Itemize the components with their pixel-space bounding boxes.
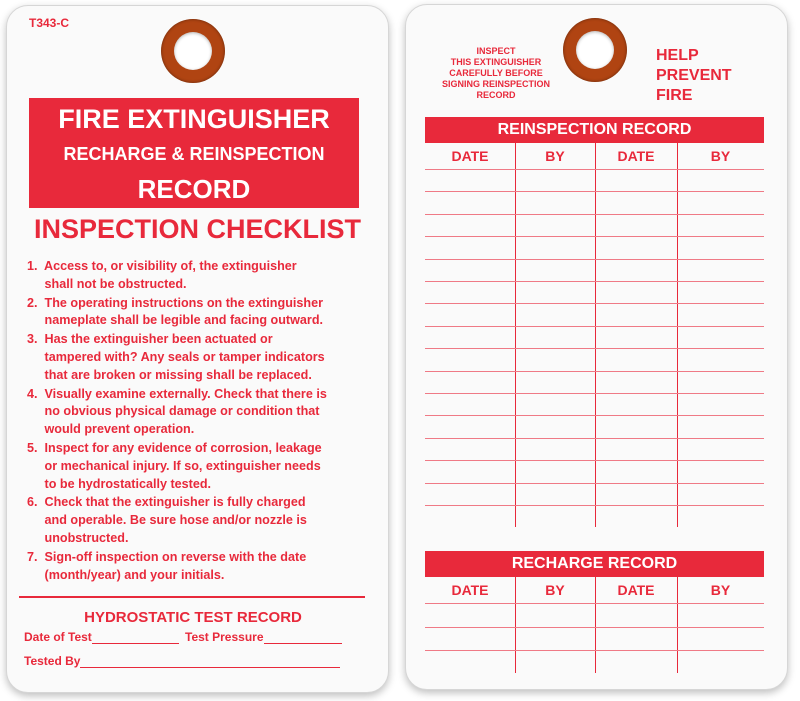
table-column-divider (677, 143, 678, 527)
table-row-line[interactable] (425, 303, 764, 304)
column-header-date: DATE (451, 148, 489, 164)
recharge-title: RECHARGE RECORD (425, 551, 764, 577)
table-row-line[interactable] (425, 214, 764, 215)
table-row-line[interactable] (425, 169, 764, 170)
column-header-date: DATE (451, 582, 489, 598)
recharge-table (425, 577, 764, 673)
checklist-item: 3. Has the extinguisher been actuated or tampered with? Any seals or tamper indicators that are broken or missing shall be replaced. (27, 332, 325, 382)
date-of-test-line[interactable] (92, 633, 179, 644)
table-row-line[interactable] (425, 236, 764, 237)
table-row-line[interactable] (425, 650, 764, 651)
grommet-hole-icon (563, 18, 627, 82)
tested-by-label: Tested By (24, 654, 81, 668)
table-column-divider (515, 143, 516, 527)
table-column-divider (515, 577, 516, 673)
table-row-line[interactable] (425, 281, 764, 282)
test-pressure-line[interactable] (264, 633, 342, 644)
table-row-line[interactable] (425, 191, 764, 192)
inspect-note: INSPECT THIS EXTINGUISHER CAREFULLY BEFORE SIGNING REINSPECTION RECORD (441, 46, 550, 100)
table-row-line[interactable] (425, 460, 764, 461)
title-line-3: RECORD (137, 174, 251, 204)
checklist-item: 2. The operating instructions on the extinguisher nameplate shall be legible and facing outward. (27, 295, 324, 328)
reinspection-table (425, 143, 764, 527)
checklist-item: 4. Visually examine externally. Check that there is no obvious physical damage or condition that would prevent operation. (27, 386, 327, 437)
table-row-line[interactable] (425, 483, 764, 484)
table-row-line[interactable] (425, 348, 764, 349)
table-row-line[interactable] (425, 438, 764, 439)
test-pressure-field[interactable] (185, 630, 342, 644)
column-header-date: DATE (617, 582, 655, 598)
grommet-hole-icon (161, 19, 225, 83)
checklist-item: 1. Access to, or visibility of, the extinguisher shall not be obstructed. (27, 259, 297, 291)
table-row-line[interactable] (425, 603, 764, 604)
help-prevent-fire: HELP PREVENT FIRE (656, 47, 732, 104)
hydrostatic-test-title: HYDROSTATIC TEST RECORD (84, 609, 302, 626)
table-row-line[interactable] (425, 371, 764, 372)
table-row-line[interactable] (425, 415, 764, 416)
divider (19, 596, 365, 598)
title-line-2: RECHARGE & REINSPECTION (63, 144, 325, 164)
column-header-by: BY (710, 582, 731, 598)
table-row-line[interactable] (425, 259, 764, 260)
front-tag (6, 5, 389, 693)
table-row-line[interactable] (425, 393, 764, 394)
column-header-by: BY (710, 148, 731, 164)
reinspection-title: REINSPECTION RECORD (425, 117, 764, 143)
checklist-item: 6. Check that the extinguisher is fully charged and operable. Be sure hose and/or nozzle is unobstructed. (27, 495, 307, 545)
table-row-line[interactable] (425, 505, 764, 506)
checklist-item: 5. Inspect for any evidence of corrosion, leakage or mechanical injury. If so, extinguisher needs to be hydrostatically tested. (27, 440, 322, 491)
tested-by-field[interactable] (24, 654, 340, 668)
checklist-title: INSPECTION CHECKLIST (33, 214, 362, 244)
back-tag (405, 4, 788, 690)
checklist (27, 258, 367, 585)
date-of-test-label: Date of Test (24, 630, 92, 644)
table-column-divider (595, 143, 596, 527)
title-line-1: FIRE EXTINGUISHER (58, 104, 330, 134)
column-header-by: BY (545, 148, 565, 164)
column-header-by: BY (545, 582, 565, 598)
date-of-test-field[interactable] (24, 630, 179, 644)
column-header-date: DATE (617, 148, 655, 164)
checklist-item: 7. Sign-off inspection on reverse with the date (month/year) and your initials. (27, 549, 307, 582)
product-code: T343-C (29, 16, 70, 30)
table-row-line[interactable] (425, 326, 764, 327)
table-column-divider (595, 577, 596, 673)
tested-by-line[interactable] (80, 657, 340, 668)
test-pressure-label: Test Pressure (185, 630, 264, 644)
table-row-line[interactable] (425, 627, 764, 628)
table-column-divider (677, 577, 678, 673)
title-banner (29, 98, 359, 208)
